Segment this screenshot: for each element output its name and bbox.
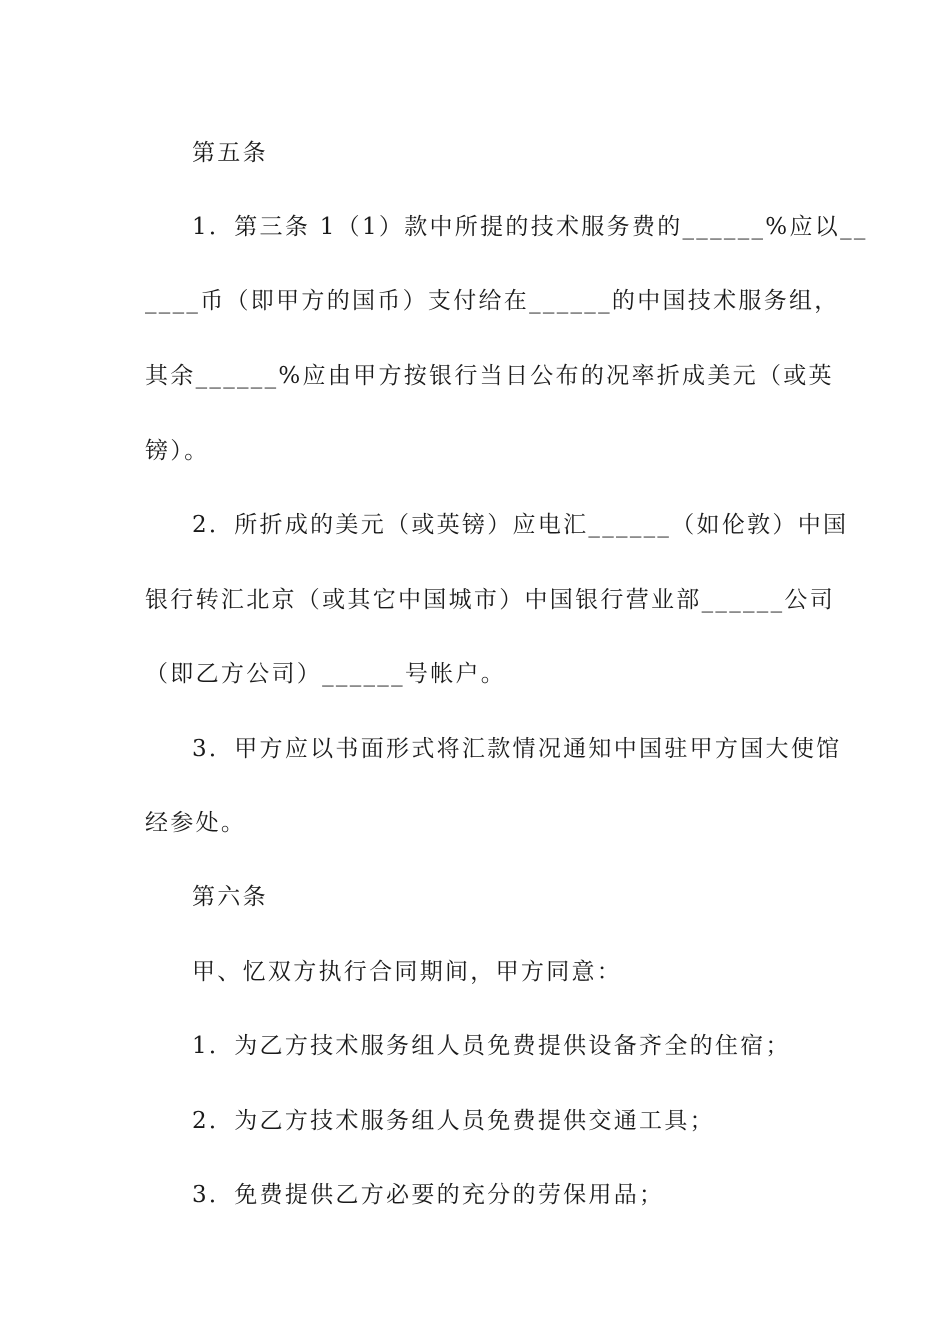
article-5-clause-1-line-3: 其余______%应由甲方按银行当日公布的况率折成美元（或英 bbox=[145, 363, 834, 389]
article-5-clause-3-line-2: 经参处。 bbox=[145, 810, 247, 836]
article-5-clause-1-line-1: 1．第三条 1（1）款中所提的技术服务费的______%应以__ bbox=[192, 214, 868, 240]
article-5-clause-3-line-1: 3．甲方应以书面形式将汇款情况通知中国驻甲方国大使馆 bbox=[192, 736, 842, 762]
article-5-clause-2-line-3: （即乙方公司）______号帐户。 bbox=[145, 661, 507, 687]
article-6-clause-1: 1．为乙方技术服务组人员免费提供设备齐全的住宿； bbox=[192, 1033, 791, 1059]
article-6-clause-3: 3．免费提供乙方必要的充分的劳保用品； bbox=[192, 1182, 665, 1208]
article-6-clause-2: 2．为乙方技术服务组人员免费提供交通工具； bbox=[192, 1108, 715, 1134]
article-5-clause-1-line-2: ____币（即甲方的国币）支付给在______的中国技术服务组， bbox=[145, 288, 840, 314]
article-5-clause-1-line-4: 镑）。 bbox=[145, 438, 210, 464]
article-5-clause-2-line-1: 2．所折成的美元（或英镑）应电汇______（如伦敦）中国 bbox=[192, 512, 849, 538]
article-5-heading: 第五条 bbox=[192, 140, 268, 166]
article-6-intro: 甲、忆双方执行合同期间，甲方同意： bbox=[192, 959, 623, 985]
article-6-heading: 第六条 bbox=[192, 884, 268, 910]
article-5-clause-2-line-2: 银行转汇北京（或其它中国城市）中国银行营业部______公司 bbox=[145, 587, 835, 613]
